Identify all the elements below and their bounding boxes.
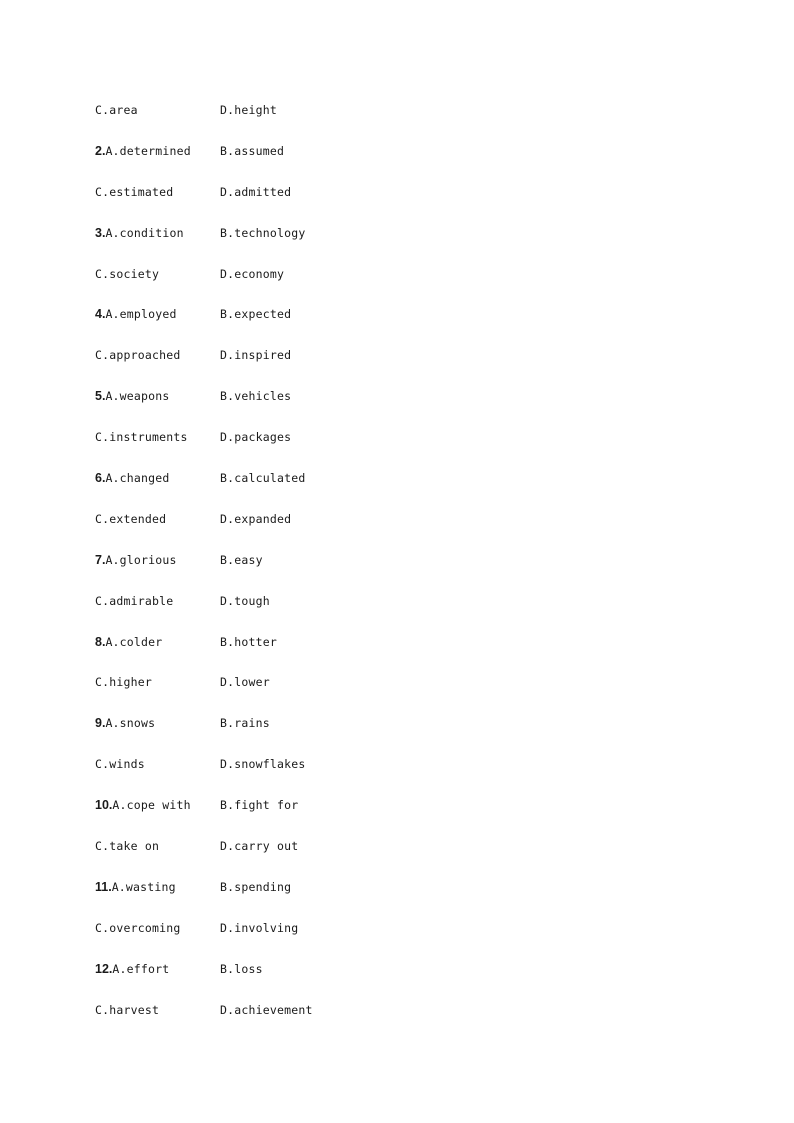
option-left [95,346,180,364]
option-right: B.assumed [220,143,285,158]
option-left [95,919,180,937]
option-left [95,387,170,405]
option-row [95,265,495,306]
option-row [95,878,495,919]
option-row [95,919,495,960]
option-row [95,510,495,551]
option-text: C.harvest [95,1002,160,1017]
option-right: B.loss [220,961,263,976]
option-text: A.weapons [105,389,170,404]
option-right: B.fight for [220,798,299,813]
option-text: C.area [95,103,138,117]
option-row [95,1001,495,1042]
question-number: 5. [95,389,106,404]
option-right: D.economy [220,266,285,281]
option-right: D.lower [220,675,270,690]
option-row [95,183,495,224]
option-text: C.extended [95,511,167,526]
option-text: C.winds [95,757,145,772]
option-left [95,1001,159,1019]
question-number: 4. [95,307,106,322]
option-row [95,755,495,796]
option-row [95,224,495,265]
option-left [95,305,177,323]
option-text: A.colder [105,634,163,649]
option-right: B.vehicles [220,389,292,404]
question-number: 9. [95,716,106,731]
option-right: B.hotter [220,634,277,649]
question-number: 12. [95,961,113,976]
option-text: C.approached [95,348,181,363]
answer-options-list [95,101,495,1041]
question-number: 11. [95,879,112,894]
option-text: C.admirable [95,593,174,608]
option-row [95,101,495,142]
option-text: C.higher [95,675,152,690]
option-left [95,510,166,528]
option-left [95,265,159,283]
option-text: A.effort [112,961,170,976]
option-row [95,673,495,714]
option-left [95,960,169,978]
option-text: A.determined [105,143,191,158]
option-left [95,183,173,201]
option-row [95,796,495,837]
question-number: 7. [95,552,106,567]
option-left [95,592,173,610]
option-row [95,387,495,428]
option-row [95,633,495,674]
option-text: C.estimated [95,184,174,199]
option-right: B.rains [220,716,270,731]
option-text: A.wasting [111,879,176,894]
question-number: 10. [95,798,113,813]
option-right: D.achievement [220,1002,313,1017]
question-number: 8. [95,634,106,649]
option-right: B.easy [220,552,263,567]
option-row [95,960,495,1001]
option-text: C.instruments [95,430,188,445]
option-left [95,633,162,651]
option-left [95,101,138,119]
option-text: A.changed [105,471,170,486]
option-left [95,755,145,773]
option-left [95,878,176,896]
option-left [95,469,170,487]
option-right: D.involving [220,920,299,935]
option-text: C.take on [95,839,160,854]
option-right: D.carry out [220,839,299,854]
option-text: C.society [95,266,160,281]
question-number: 3. [95,225,106,240]
option-left [95,428,188,446]
option-left [95,142,191,160]
option-text: C.overcoming [95,920,181,935]
question-number: 6. [95,471,106,486]
option-right: D.height [220,103,277,117]
option-row [95,714,495,755]
option-right: D.admitted [220,184,292,199]
option-row [95,346,495,387]
option-row [95,305,495,346]
option-row [95,592,495,633]
option-text: A.snows [105,716,156,731]
option-right: D.snowflakes [220,757,306,772]
option-left [95,796,191,814]
option-row [95,551,495,592]
option-row [95,837,495,878]
option-right: D.inspired [220,348,292,363]
option-row [95,142,495,183]
option-text: A.glorious [105,552,177,567]
option-left [95,224,184,242]
option-left [95,714,155,732]
option-text: A.employed [105,307,177,322]
option-right: B.technology [220,225,306,240]
option-left [95,673,152,691]
option-right: B.expected [220,307,292,322]
option-text: A.cope with [112,798,191,813]
option-row [95,469,495,510]
option-right: D.packages [220,430,292,445]
option-left [95,551,177,569]
option-right: B.spending [220,879,292,894]
option-right: D.expanded [220,511,292,526]
question-number: 2. [95,143,106,158]
option-right: B.calculated [220,471,306,486]
option-text: A.condition [105,225,184,240]
option-right: D.tough [220,593,270,608]
option-left [95,837,159,855]
option-row [95,428,495,469]
